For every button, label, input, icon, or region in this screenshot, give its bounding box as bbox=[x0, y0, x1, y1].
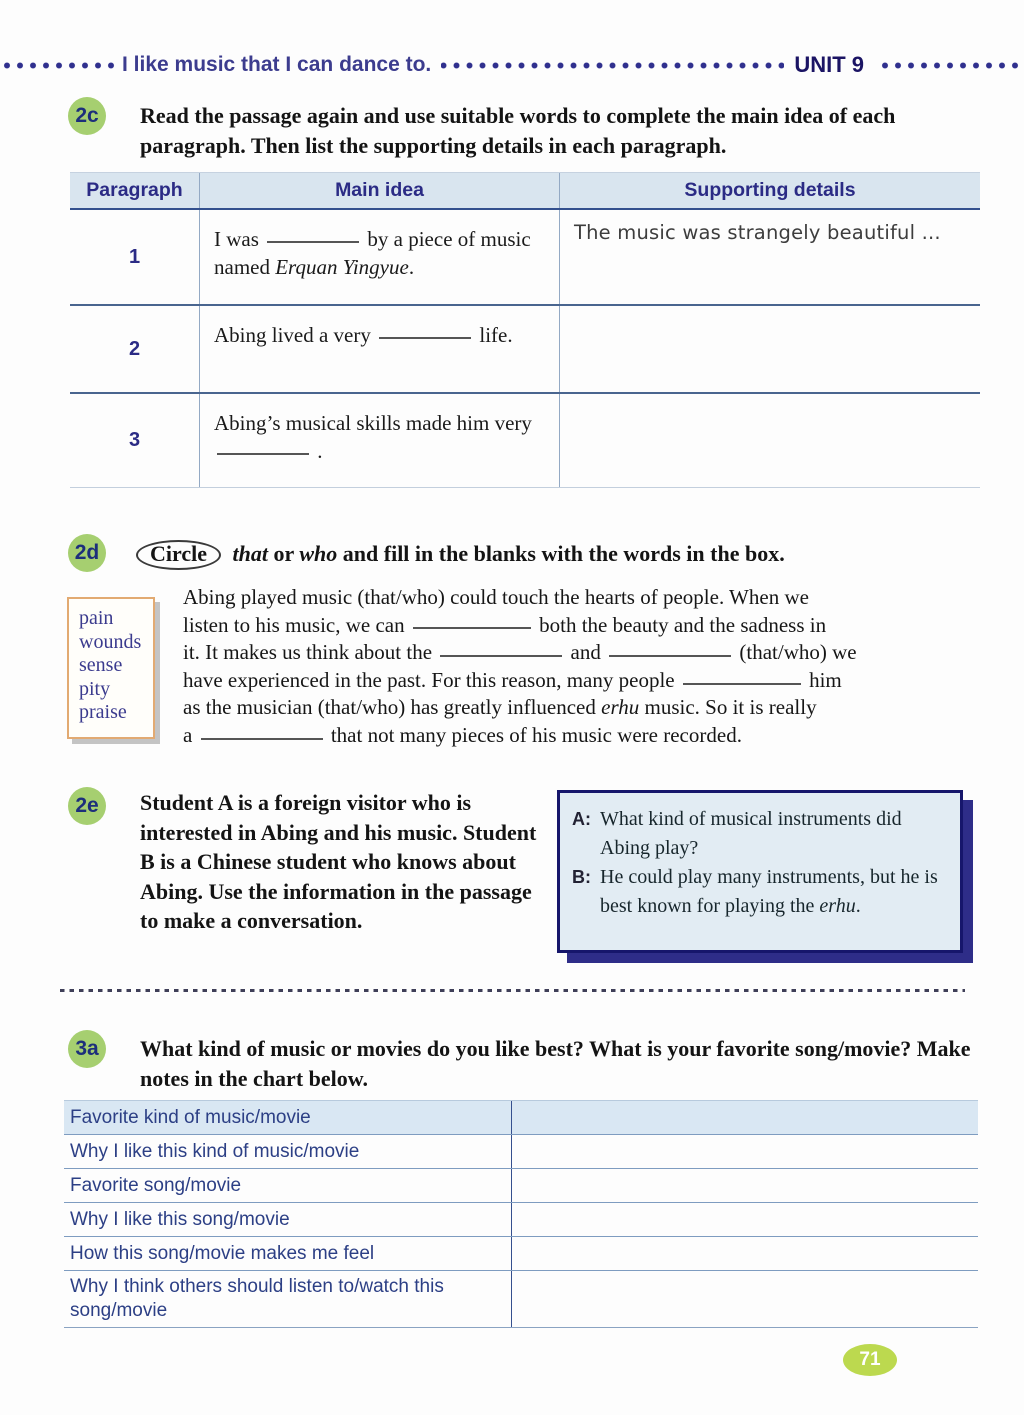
chart-row bbox=[64, 1135, 978, 1169]
chart-row-label: Why I like this song/movie bbox=[70, 1208, 290, 1230]
paragraph-number: 1 bbox=[70, 210, 200, 304]
chart-row-label: Favorite song/movie bbox=[70, 1174, 242, 1196]
section-badge-2e: 2e bbox=[68, 787, 106, 825]
column-header-paragraph: Paragraph bbox=[70, 173, 200, 208]
paragraph-number: 2 bbox=[70, 306, 200, 392]
chart-row bbox=[64, 1101, 978, 1135]
passage-line: listen to his music, we can both the beauty and the sadness in bbox=[183, 612, 827, 637]
column-header-main-idea: Main idea bbox=[200, 173, 560, 208]
supporting-details-cell: The music was strangely beautiful ... bbox=[574, 221, 941, 244]
page-header bbox=[0, 52, 1024, 78]
example-dialogue-box bbox=[557, 790, 963, 953]
word-bank-item: sense bbox=[79, 654, 123, 676]
speaker-label: B: bbox=[572, 867, 591, 887]
dotted-rule-right bbox=[876, 61, 1024, 70]
chart-row-blank-cell bbox=[511, 1101, 978, 1134]
word-bank-item: wounds bbox=[79, 630, 142, 653]
chart-row bbox=[64, 1237, 978, 1271]
unit-number: UNIT 9 bbox=[794, 52, 864, 77]
word-bank-box bbox=[67, 597, 155, 739]
table-header-row bbox=[70, 173, 980, 210]
dialogue-entry bbox=[572, 805, 950, 863]
main-idea-cell: Abing’s musical skills made him very . bbox=[200, 394, 560, 487]
instruction-2c: Read the passage again and use suitable words to complete the main idea of each paragraph. Then list the supporting details in each paragraph. bbox=[140, 103, 896, 158]
chart-row-label: How this song/movie makes me feel bbox=[70, 1242, 375, 1264]
chart-row-label: Why I like this kind of music/movie bbox=[70, 1140, 360, 1162]
chart-row bbox=[64, 1271, 978, 1327]
chart-row-blank-cell bbox=[511, 1203, 978, 1236]
section-badge-2c: 2c bbox=[68, 97, 106, 135]
dotted-rule-middle bbox=[441, 61, 784, 70]
chart-row-blank-cell bbox=[511, 1169, 978, 1202]
instruction-2d: Circle that or who and fill in the blanks with the words in the box. bbox=[136, 539, 976, 570]
passage-line: a that not many pieces of his music were recorded. bbox=[183, 722, 742, 747]
fill-in-passage bbox=[183, 584, 968, 750]
paragraph-number: 3 bbox=[70, 394, 200, 487]
dialogue-entry bbox=[572, 863, 950, 921]
chart-row-blank-cell bbox=[511, 1237, 978, 1270]
supporting-details-cell bbox=[560, 306, 980, 392]
main-idea-table bbox=[70, 172, 980, 488]
instruction-3a: What kind of music or movies do you like best? What is your favorite song/movie? Make notes in the chart below. bbox=[140, 1036, 971, 1091]
main-idea-cell: I was by a piece of music named Erquan Yingyue. bbox=[200, 210, 560, 304]
chart-row-blank-cell bbox=[511, 1271, 978, 1327]
passage-line: as the musician (that/who) has greatly influenced erhu music. So it is really bbox=[183, 695, 817, 720]
dashed-divider bbox=[60, 989, 965, 992]
chart-row-blank-cell bbox=[511, 1135, 978, 1168]
notes-chart bbox=[64, 1100, 978, 1328]
chart-row bbox=[64, 1203, 978, 1237]
dotted-rule-left bbox=[0, 61, 118, 70]
table-row bbox=[70, 394, 980, 488]
chart-row-label: Why I think others should listen to/watch this song/movie bbox=[70, 1276, 444, 1321]
supporting-details-cell bbox=[560, 394, 980, 487]
table-row bbox=[70, 306, 980, 394]
speaker-label: A: bbox=[572, 809, 591, 829]
passage-line: Abing played music (that/who) could touch the hearts of people. When we bbox=[183, 585, 809, 609]
dialogue-text: What kind of musical instruments did Abing play? bbox=[600, 808, 902, 859]
word-bank-item: pain bbox=[79, 607, 114, 629]
chart-row-label: Favorite kind of music/movie bbox=[70, 1106, 311, 1128]
word-bank-item: pity bbox=[79, 677, 111, 700]
word-bank-item: praise bbox=[79, 701, 127, 723]
chart-row bbox=[64, 1169, 978, 1203]
main-idea-cell: Abing lived a very life. bbox=[200, 306, 560, 392]
section-badge-2d: 2d bbox=[68, 534, 106, 572]
table-row bbox=[70, 210, 980, 306]
passage-line: have experienced in the past. For this reason, many people him bbox=[183, 667, 842, 692]
passage-line: it. It makes us think about the and (that/who) we bbox=[183, 640, 857, 665]
instruction-2e: Student A is a foreign visitor who is interested in Abing and his music. Student B is a Chinese student who knows about Abing. Use the information in the passage to make a conversation. bbox=[140, 790, 537, 933]
page-number-badge: 71 bbox=[843, 1344, 897, 1376]
section-badge-3a: 3a bbox=[68, 1030, 106, 1068]
unit-title: I like music that I can dance to. bbox=[122, 53, 432, 76]
dialogue-text: He could play many instruments, but he is best known for playing the erhu. bbox=[600, 866, 938, 917]
column-header-supporting-details: Supporting details bbox=[684, 179, 856, 201]
